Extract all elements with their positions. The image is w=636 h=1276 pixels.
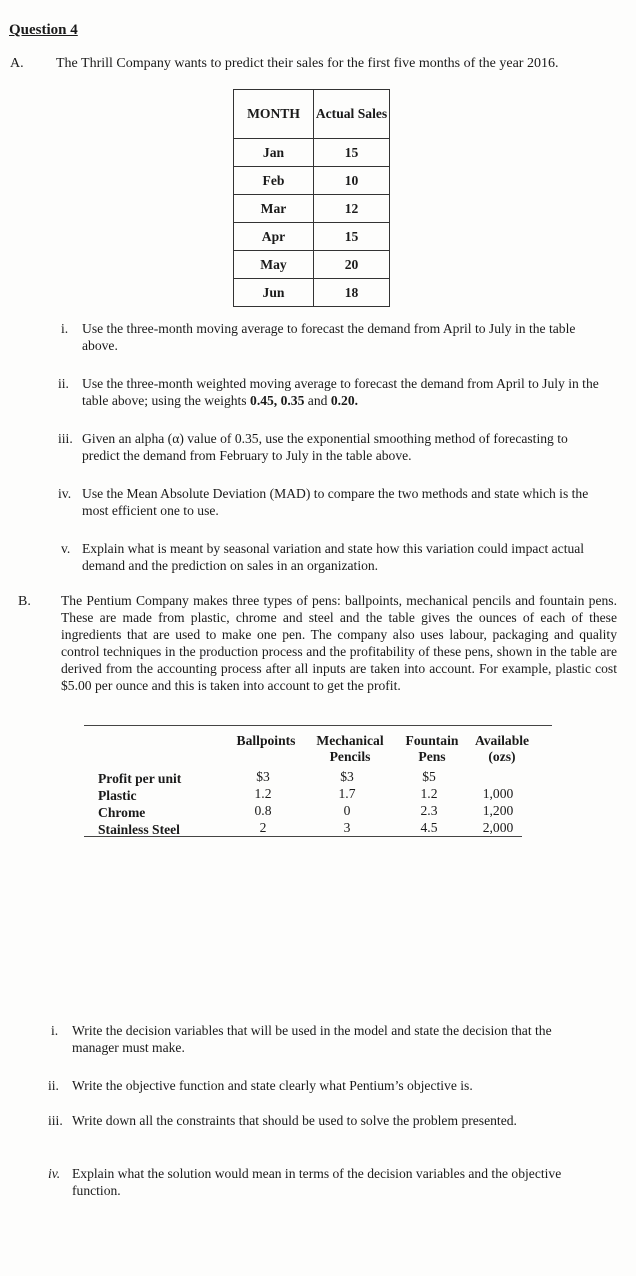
question-title: Question 4 <box>9 22 78 38</box>
question-a-iv <box>58 485 618 521</box>
part-b-label: B. <box>18 594 31 609</box>
question-text: Write the objective function and state clearly what Pentium’s objective is. <box>72 1078 473 1093</box>
question-text: Explain what is meant by seasonal variation and state how this variation could impact actual demand and the prediction on sales in an organization. <box>82 541 585 573</box>
table-row <box>234 223 390 251</box>
cell-chrome-fountain: 2.3 <box>420 803 438 818</box>
question-number: iii. <box>48 1113 63 1128</box>
cell-plastic-fountain: 1.2 <box>420 786 438 801</box>
sales-cell: 15 <box>314 139 390 167</box>
month-cell: Apr <box>234 223 314 251</box>
cell-plastic-mechanical: 1.7 <box>338 786 356 801</box>
part-b-intro: The Pentium Company makes three types of pens: ballpoints, mechanical pencils and fountain pens. These are made from plastic, chrome and steel and the table gives the ounces of each of these ingredients that are used to make one pen. The company also uses labour, packaging and quality control techniques in the production process and the profitability of these pens, shown in the table are derived from the accounting process after all inputs are taken into account. For example, plastic cost $5.00 per ounce and this is taken into account to get the profit. <box>61 593 617 693</box>
sales-cell: 20 <box>314 251 390 279</box>
question-a-v <box>58 540 618 576</box>
question-a-ii <box>58 375 618 411</box>
cell-plastic-ballpoints: 1.2 <box>254 786 272 801</box>
pentium-table <box>84 725 622 845</box>
cell-chrome-mechanical: 0 <box>343 803 351 818</box>
cell-profit-mechanical: $3 <box>340 769 354 784</box>
actual-sales-header: Actual Sales <box>314 90 390 139</box>
month-cell: Feb <box>234 167 314 195</box>
cell-chrome-available: 1,200 <box>482 803 514 818</box>
question-text: Write the decision variables that will be used in the model and state the decision that the manager must make. <box>72 1023 552 1055</box>
question-number: i. <box>61 321 69 336</box>
cell-profit-ballpoints: $3 <box>256 769 270 784</box>
question-text: Use the three-month moving average to forecast the demand from April to July in the table above. <box>82 321 576 353</box>
cell-steel-available: 2,000 <box>482 820 514 835</box>
question-text: Use the three-month weighted moving average to forecast the demand from April to July in the table above; using the weights <box>82 376 599 408</box>
sales-cell: 15 <box>314 223 390 251</box>
question-b-iv <box>48 1165 618 1201</box>
table-top-rule <box>84 725 552 726</box>
col-header-fountain: Fountain Pens <box>405 733 459 764</box>
sales-cell: 18 <box>314 279 390 307</box>
table-row <box>234 195 390 223</box>
question-number: iv. <box>48 1166 61 1181</box>
question-number: v. <box>61 541 71 556</box>
col-header-mechanical: Mechanical Pencils <box>316 733 384 764</box>
table-row <box>234 279 390 307</box>
table-row <box>234 251 390 279</box>
cell-chrome-ballpoints: 0.8 <box>254 803 272 818</box>
last-weight-text: 0.20. <box>330 393 359 408</box>
question-number: iii. <box>58 431 73 446</box>
row-label-chrome: Chrome <box>98 805 146 820</box>
and-text: and <box>307 393 328 408</box>
col-header-available: Available (ozs) <box>474 733 530 764</box>
cell-steel-mechanical: 3 <box>343 820 351 835</box>
row-label-steel: Stainless Steel <box>98 822 180 837</box>
month-cell: Mar <box>234 195 314 223</box>
cell-steel-ballpoints: 2 <box>259 820 267 835</box>
month-cell: May <box>234 251 314 279</box>
weights-text: 0.45, 0.35 <box>250 393 305 408</box>
question-text: Use the Mean Absolute Deviation (MAD) to compare the two methods and state which is the most efficient one to use. <box>82 486 589 518</box>
question-number: iv. <box>58 486 72 501</box>
month-cell: Jan <box>234 139 314 167</box>
question-number: i. <box>51 1023 59 1038</box>
question-number: ii. <box>48 1078 59 1093</box>
month-header: MONTH <box>234 90 314 139</box>
question-number: ii. <box>58 376 69 391</box>
question-b-ii <box>48 1077 618 1095</box>
col-header-ballpoints: Ballpoints <box>236 733 296 748</box>
row-label-profit: Profit per unit <box>98 771 182 786</box>
cell-profit-fountain: $5 <box>422 769 436 784</box>
row-label-plastic: Plastic <box>98 788 137 803</box>
table-row <box>234 167 390 195</box>
question-text: Explain what the solution would mean in terms of the decision variables and the objective function. <box>72 1166 562 1198</box>
table-row <box>234 139 390 167</box>
question-text: Write down all the constraints that should be used to solve the problem presented. <box>72 1113 517 1128</box>
question-text: Given an alpha (α) value of 0.35, use the exponential smoothing method of forecasting to predict the demand from February to July in the table above. <box>82 431 568 463</box>
part-a-label: A. <box>10 56 24 71</box>
cell-plastic-available: 1,000 <box>482 786 514 801</box>
sales-cell: 12 <box>314 195 390 223</box>
sales-cell: 10 <box>314 167 390 195</box>
question-b-iii <box>48 1112 618 1130</box>
month-cell: Jun <box>234 279 314 307</box>
cell-steel-fountain: 4.5 <box>420 820 438 835</box>
question-a-iii <box>58 430 618 466</box>
question-b-i <box>48 1022 618 1058</box>
sales-table <box>233 89 390 307</box>
part-a-intro: The Thrill Company wants to predict their sales for the first five months of the year 2016. <box>56 56 559 71</box>
question-a-i <box>58 320 618 356</box>
